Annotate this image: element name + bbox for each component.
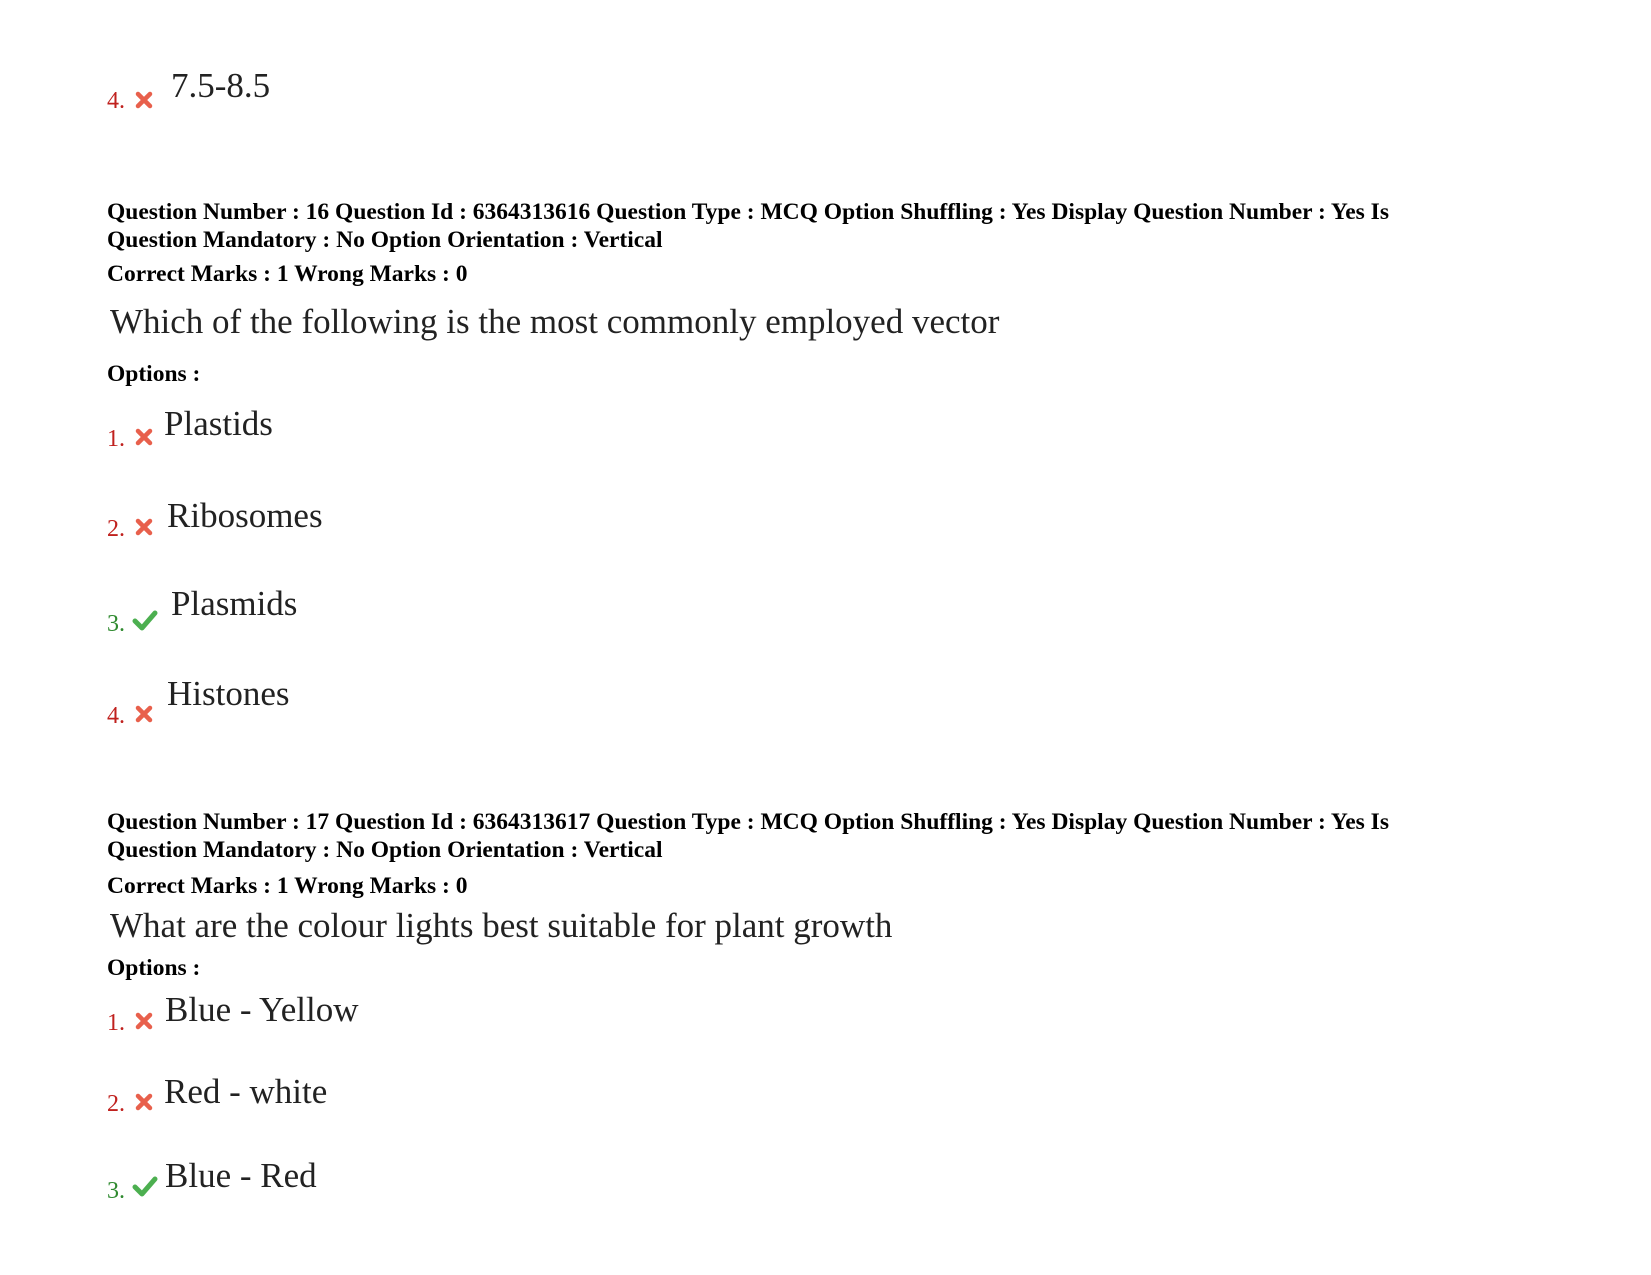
question-meta [107, 808, 1547, 864]
check-icon [132, 1174, 158, 1198]
option-text: Ribosomes [167, 496, 323, 535]
option-number: 1. [107, 1010, 125, 1036]
cross-icon [134, 704, 154, 724]
option-number: 2. [107, 516, 125, 542]
question-text: What are the colour lights best suitable for plant growth [110, 906, 893, 945]
question-meta [107, 198, 1547, 254]
options-label: Options : [107, 361, 201, 387]
question-meta-line-2: Question Mandatory : No Option Orientation : Vertical [107, 837, 663, 863]
cross-icon [134, 1092, 154, 1112]
option-number: 2. [107, 1091, 125, 1117]
question-meta-line-2: Question Mandatory : No Option Orientation : Vertical [107, 227, 663, 253]
option-number: 3. [107, 611, 125, 637]
option-number: 1. [107, 426, 125, 452]
option-text: Red - white [164, 1072, 328, 1111]
option-text: Plastids [164, 404, 273, 443]
option-number: 4. [107, 88, 125, 114]
option-text: Plasmids [171, 584, 298, 623]
question-marks: Correct Marks : 1 Wrong Marks : 0 [107, 873, 468, 899]
cross-icon [134, 90, 154, 110]
options-label: Options : [107, 955, 201, 981]
cross-icon [134, 517, 154, 537]
check-icon [132, 608, 158, 632]
option-number: 3. [107, 1178, 125, 1204]
option-text: Histones [167, 674, 290, 713]
cross-icon [134, 1011, 154, 1031]
option-text: Blue - Red [165, 1156, 317, 1195]
option-number: 4. [107, 703, 125, 729]
cross-icon [134, 427, 154, 447]
question-text: Which of the following is the most commonly employed vector [110, 302, 1000, 341]
option-text: Blue - Yellow [165, 990, 359, 1029]
option-text: 7.5-8.5 [171, 66, 271, 105]
question-meta-line-1: Question Number : 17 Question Id : 6364313617 Question Type : MCQ Option Shuffling : Yes Display Question Number : Yes Is [107, 809, 1389, 835]
question-marks: Correct Marks : 1 Wrong Marks : 0 [107, 261, 468, 287]
question-meta-line-1: Question Number : 16 Question Id : 6364313616 Question Type : MCQ Option Shuffling : Yes Display Question Number : Yes Is [107, 199, 1389, 225]
